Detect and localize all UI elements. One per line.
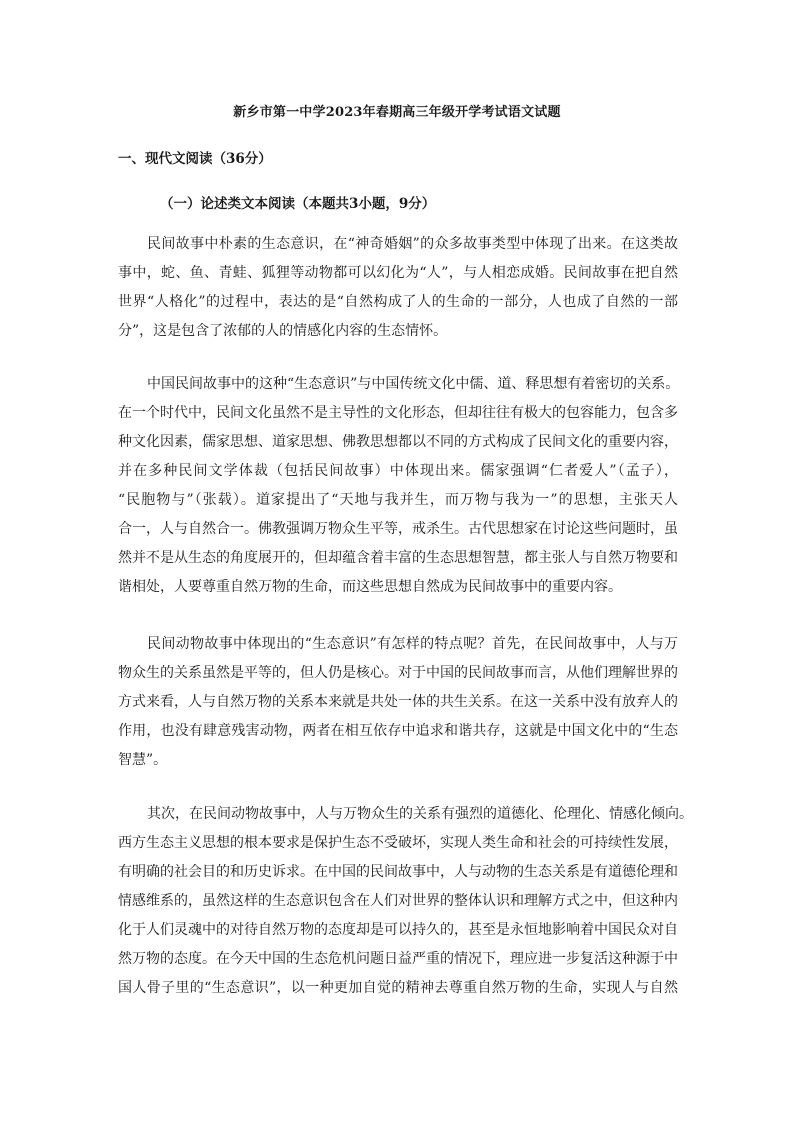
text-line: 智慧”。 xyxy=(118,752,168,768)
paragraph-3 xyxy=(118,630,678,775)
text-line: 然并不是从生态的角度展开的，但却蕴含着丰富的生态思想智慧，都主张人与自然万物要和 xyxy=(118,550,678,566)
text-line: 民间故事中朴素的生态意识，在“神奇婚姻”的众多故事类型中体现了出来。在这类故 xyxy=(147,236,678,252)
text-line: 谐相处，人要尊重自然万物的生命，而这些思想自然成为民间故事中的重要内容。 xyxy=(118,579,622,595)
text-line: 民间动物故事中体现出的“生态意识”有怎样的特点呢？首先，在民间故事中，人与万 xyxy=(147,636,678,652)
text-line: 情感维系的，虽然这样的生态意识包含在人们对世界的整体认识和理解方式之中，但这种内 xyxy=(118,893,678,909)
text-line: 在一个时代中，民间文化虽然不是主导性的文化形态，但却往往有极大的包容能力，包含多 xyxy=(118,405,678,421)
section-heading: 一、现代文阅读（36分） xyxy=(118,151,272,167)
text-line: 化于人们灵魂中的对待自然万物的态度却是可以持久的，甚至是永恒地影响着中国民众对自 xyxy=(118,922,678,938)
text-line: 并在多种民间文学体裁（包括民间故事）中体现出来。儒家强调“仁者爱人”（孟子）， xyxy=(118,463,678,479)
text-line: 国人骨子里的“生态意识”，以一种更加自觉的精神去尊重自然万物的生命，实现人与自然 xyxy=(118,980,678,996)
text-line: 分”，这是包含了浓郁的人的情感化内容的生态情怀。 xyxy=(118,323,448,339)
text-line: 世界“人格化”的过程中，表达的是“自然构成了人的生命的一部分，人也成了自然的一部 xyxy=(118,294,678,310)
text-line: 中国民间故事中的这种“生态意识”与中国传统文化中儒、道、释思想有着密切的关系。 xyxy=(147,376,680,392)
text-line: 物众生的关系虽然是平等的，但人仍是核心。对于中国的民间故事而言，从他们理解世界的 xyxy=(118,665,678,681)
subsection-heading: （一）论述类文本阅读（本题共3小题，9分） xyxy=(160,196,436,212)
text-line: 合一，人与自然合一。佛教强调万物众生平等，戒杀生。古代思想家在讨论这些问题时，虽 xyxy=(118,521,678,537)
text-line: 方式来看，人与自然万物的关系本来就是共处一体的共生关系。在这一关系中没有放弃人的 xyxy=(118,694,678,710)
paragraph-2 xyxy=(118,370,678,602)
paragraph-1 xyxy=(118,230,678,346)
text-line: 其次，在民间动物故事中，人与万物众生的关系有强烈的道德化、伦理化、情感化倾向。 xyxy=(147,806,693,822)
exam-title: 新乡市第一中学2023年春期高三年级开学考试语文试题 xyxy=(233,105,561,120)
text-line: 种文化因素，儒家思想、道家思想、佛教思想都以不同的方式构成了民间文化的重要内容， xyxy=(118,434,678,450)
text-line: 作用，也没有肆意残害动物，两者在相互依存中追求和谐共存，这就是中国文化中的“生态 xyxy=(118,723,678,739)
text-line: 事中，蛇、鱼、青蛙、狐狸等动物都可以幻化为“人”，与人相恋成婚。民间故事在把自然 xyxy=(118,265,678,281)
text-line: 有明确的社会目的和历史诉求。在中国的民间故事中，人与动物的生态关系是有道德伦理和 xyxy=(118,864,678,880)
text-line: “民胞物与”（张载）。道家提出了“天地与我并生，而万物与我为一”的思想，主张天人 xyxy=(118,492,678,508)
text-line: 西方生态主义思想的根本要求是保护生态不受破坏，实现人类生命和社会的可持续性发展， xyxy=(118,835,678,851)
text-line: 然万物的态度。在今天中国的生态危机问题日益严重的情况下，理应进一步复活这种源于中 xyxy=(118,951,678,967)
paragraph-4 xyxy=(118,800,693,1003)
